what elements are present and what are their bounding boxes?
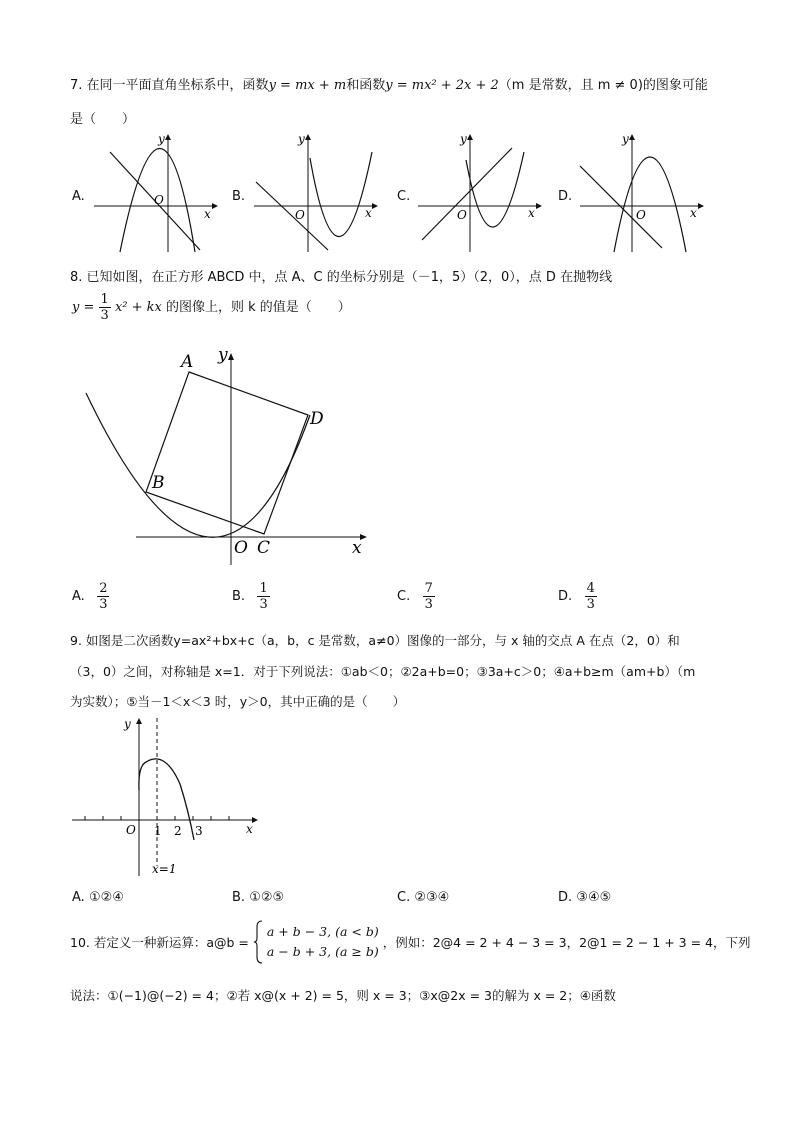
q9-option-d[interactable]: D. ③④⑤ (558, 890, 612, 905)
q7d-x-label: x (690, 206, 697, 220)
q8-option-a[interactable]: A. $\frac{2}{3}$ (72, 581, 108, 612)
q9-option-c[interactable]: C. ②③④ (397, 890, 450, 905)
q9-tick-2: 2 (174, 824, 182, 838)
q9-figure (66, 714, 266, 879)
q8-label-d: D (310, 409, 324, 429)
q9-tick-1: 1 (154, 824, 162, 838)
q9-axis-label: x=1 (152, 862, 177, 876)
q7-function-1: y = mx + m (268, 78, 347, 93)
q10-prefix: 10. 若定义一种新运算：a@b = (70, 935, 249, 950)
q9-tick-3: 3 (195, 824, 203, 838)
q7-graph-a (90, 130, 220, 255)
q10-case-2: a − b + 3, (a ≥ b) (266, 944, 379, 959)
q10-example: ，例如：2@4 = 2 + 4 − 3 = 3，2@1 = 2 − 1 + 3 = 4，下列 (382, 935, 751, 950)
q7a-y-label: y (158, 132, 165, 146)
q9-label-o: O (126, 823, 136, 837)
q8-label-y: y (218, 345, 228, 365)
q7c-origin-label: O (457, 208, 467, 222)
q9-stem-line2: （3，0）之间，对称轴是 x=1．对于下列说法：①ab＜0；②2a+b=0；③3a+c＞0；④a+b≥m（am+b）（m (70, 664, 696, 679)
q8-stem: 8. 已知如图，在正方形 ABCD 中，点 A、C 的坐标分别是（－1，5）（2，0），点 D 在抛物线 (70, 270, 613, 285)
q7-text-b: 和函数 (346, 78, 386, 93)
q8-label-b: B (152, 473, 165, 493)
q8-label-c: C (257, 538, 271, 558)
q8-label-x: x (352, 538, 362, 558)
q7-graph-d (576, 130, 706, 255)
q7d-origin-label: O (636, 208, 646, 222)
q8-option-d[interactable]: D. $\frac{4}{3}$ (558, 581, 595, 612)
q7-stem (70, 74, 708, 93)
q8-label-o: O (234, 538, 248, 558)
q7a-x-label: x (204, 207, 211, 221)
q7c-x-label: x (528, 206, 535, 220)
q8-option-c[interactable]: C. $\frac{7}{3}$ (397, 581, 433, 612)
q7c-y-label: y (460, 132, 467, 146)
q7-number: 7. (70, 78, 83, 93)
q9-label-x: x (246, 822, 253, 836)
q7-function-2: y = mx² + 2x + 2 (385, 78, 499, 93)
q8-eq-rest: x² + kx (114, 300, 162, 315)
q7-option-b-label[interactable]: B. (232, 189, 246, 204)
q7-option-c-label[interactable]: C. (397, 189, 411, 204)
q7-option-d-label[interactable]: D. (558, 189, 573, 204)
q10-case-1: a + b − 3, (a < b) (266, 924, 379, 939)
q10-cases (267, 922, 379, 962)
q10-stem-line2: 说法：①(−1)@(−2) = 4；②若 x@(x + 2) = 5，则 x = 3；③x@2x = 3的解为 x = 2；④函数 (70, 988, 616, 1003)
q9-option-b[interactable]: B. ①②⑤ (232, 890, 285, 905)
q8-option-b[interactable]: B. $\frac{1}{3}$ (232, 581, 268, 612)
q7-option-a-label[interactable]: A. (72, 189, 85, 204)
q9-stem-line1: 9. 如图是二次函数y=ax²+bx+c（a，b，c 是常数，a≠0）图像的一部分，与 x 轴的交点 A 在点（2，0）和 (70, 633, 680, 648)
q8-label-a: A (181, 352, 194, 372)
q7b-y-label: y (298, 132, 305, 146)
q9-stem-line3: 为实数）；⑤当－1＜x＜3 时，y＞0，其中正确的是（ ） (70, 694, 406, 709)
q9-option-a[interactable]: A. ①②④ (72, 890, 124, 905)
q7a-origin-label: O (154, 193, 164, 207)
q7-text-a: 在同一平面直角坐标系中，函数 (86, 78, 269, 93)
q8-stem-line2: 的图像上，则 k 的值是（ ） (166, 300, 351, 315)
q8-equation-line (72, 292, 351, 323)
q7d-y-label: y (622, 132, 629, 146)
q7b-x-label: x (365, 206, 372, 220)
q7-graph-c (414, 130, 544, 255)
q7-stem-line2: 是（ ） (70, 112, 136, 127)
q7-text-c: （m 是常数，且 m ≠ 0)的图象可能 (498, 78, 708, 93)
q8-figure (78, 340, 378, 570)
q8-eq-fraction: $\frac{1}{3}$ (100, 292, 109, 323)
q10-stem (70, 920, 751, 964)
q8-eq-y: y = (72, 300, 95, 315)
q7-graph-b (250, 130, 380, 255)
q10-brace (253, 920, 263, 964)
q9-label-y: y (124, 717, 131, 731)
q7b-origin-label: O (295, 208, 305, 222)
